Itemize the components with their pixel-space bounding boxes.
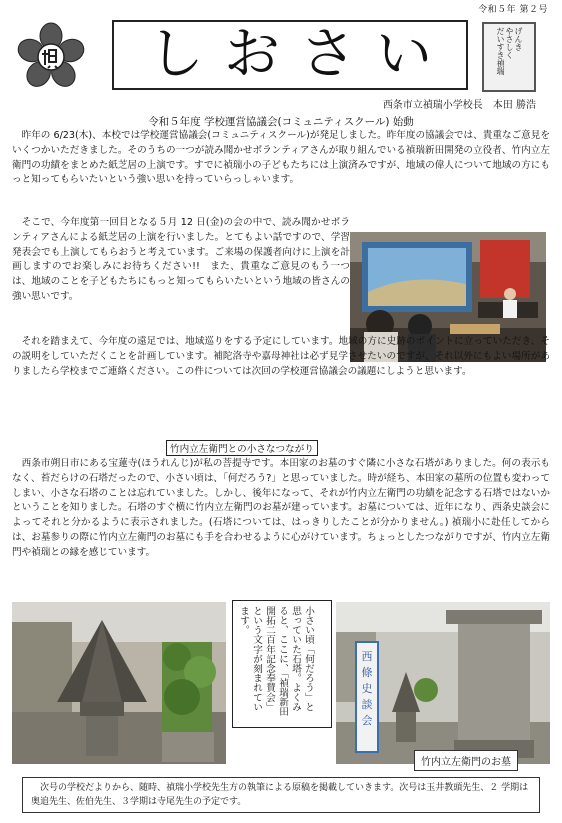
svg-text:西: 西 xyxy=(361,650,373,663)
newsletter-title: しおさい xyxy=(148,22,452,87)
newsletter-title-box xyxy=(112,20,468,90)
svg-text:会: 会 xyxy=(361,714,373,727)
stone-tower-photo xyxy=(12,602,226,764)
svg-text:史: 史 xyxy=(361,682,373,695)
paragraph-excursion: それを踏まえて、今年度の遠足では、地域巡りをする予定にしています。地域の方に史跡のポイントに立っていただき、その説明をしていただくことを計画しています。補陀洛寺や嘉母神社は必ず見学させたいのですが、それ以外にもよい場所がありましたら学校までご連絡ください。この件については次回の学校運営協議会の議題にしようと思います。 xyxy=(12,336,550,377)
svg-text:條: 條 xyxy=(361,666,373,679)
school-emblem xyxy=(16,22,86,92)
paragraph-connection: 西条市朔日市にある宝蓮寺(ほうれんじ)が私の菩提寺です。本田家のお墓のすぐ隣に小さな石塔がありました。何の表示もなく、苔だらけの石塔だったので、小さい頃は、「何だろう?」と思っていました。時が経ち、本田家の墓所の位置も変わってしまい、小さな石塔のことは忘れていました。しかし、後年になって、それが竹内立左衛門の功績を記念する石塔ではないかということを知りました。石塔のすぐ横に竹内立左衛門のお墓が建っています。お墓については、近年になり、西条史談会によってそれと分かるように表示されました。(石塔については、はっきりしたことが分かりません。) 禎瑞小に赴任してからは、お墓参りの際に竹内立左衛門のお墓にも手を合わせるように心がけています。ちょっとしたつながりですが、竹内立左衛門や禎瑞との縁を感じています。 xyxy=(12,458,550,558)
slogan-line: だいすき禎瑞 xyxy=(496,27,505,75)
slogan-box xyxy=(482,22,536,92)
paragraph-intro: 昨年の 6/23(木)、本校では学校運営協議会(コミュニティスクール)が発足しました。昨年度の協議会では、貴重なご意見をいくつかいただきました。そのうちの一つが読み聞かせボランティアさんが取り組んでいる禎瑞新田開発の立役者、竹内立左衛門の功績をまとめた紙芝居の上演です。すでに禎瑞小の子どもたちには上演済みですが、地域の偉人について地域の方にもっと知ってもらいたいという強い思いを持っていらっしゃいます。 xyxy=(12,130,550,186)
footer-notice: 次号の学校だよりから、随時、禎瑞小学校先生方の執筆による原稿を掲載していきます。次号は玉井教頭先生、２ 学期は奥追先生、佐伯先生、３学期は寺尾先生の予定です。 xyxy=(22,777,540,813)
callout-text: 小さい頃「何だろう」と思っていた石塔。よくみると、ここに、「禎瑞新田開拓二百年記念奉賛会」という文字が刻まれています。 xyxy=(238,606,314,717)
issue-number: 令和５年 第２号 xyxy=(478,5,548,15)
historical-society-sign-text xyxy=(362,650,373,727)
slogan-line: やさしく xyxy=(505,27,514,59)
svg-text:談: 談 xyxy=(361,698,373,711)
grave-photo xyxy=(336,602,550,764)
slogan-line: げんき xyxy=(514,27,523,51)
article-heading: 令和５年度 学校運営協議会(コミュニティスクール) 始動 xyxy=(148,116,414,128)
grave-photo-caption: 竹内立左衛門のお墓 xyxy=(414,750,518,771)
paragraph-kamishibai: そこで、今年度第一回目となる５月 12 日(金)の会の中で、読み聞かせボランティアさんによる紙芝居の上演を行いました。とてもよい話ですので、学習発表会でも上演してもらおうと考えています。ご来場の保護者向けに上演を計画しますのでお楽しみにお待ちください!! また、貴重なご意見のもう一つは、地域のことを子どもたちにもっと知ってもらいたいという地域の皆さんの強い思いです。 xyxy=(12,217,350,302)
photo-callout-note xyxy=(232,600,332,728)
section-subheading: 竹内立左衛門との小さなつながり xyxy=(166,440,318,456)
author-byline: 西条市立禎瑞小学校長 本田 勝浩 xyxy=(382,100,536,111)
